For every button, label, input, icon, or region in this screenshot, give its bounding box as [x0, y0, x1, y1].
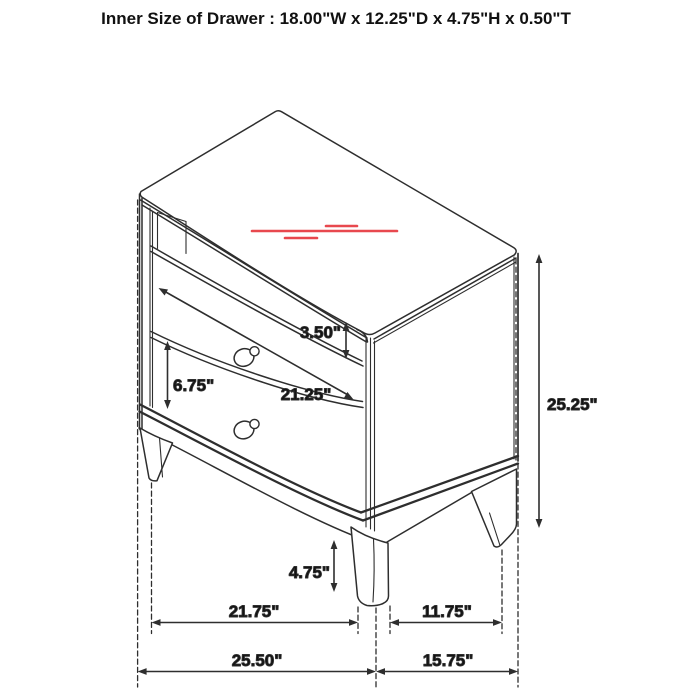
- dim-overall-height: [536, 254, 598, 528]
- dim-label-overall-height: 25.25": [547, 395, 598, 414]
- drawer-2-knob-icon: [232, 419, 259, 442]
- dim-front-leg-span: [152, 602, 359, 626]
- dim-bottom-drawer-height: [164, 341, 214, 409]
- dim-label-bottom-drawer: 6.75": [173, 376, 215, 395]
- dim-label-overall-depth: 15.75": [422, 651, 474, 670]
- dim-label-shelf-opening: 3.50": [299, 323, 341, 342]
- page-title: Inner Size of Drawer : 18.00"W x 12.25"D x 4.75"H x 0.50"T: [101, 9, 571, 28]
- dim-label-drawer-front-width: 21.25": [280, 385, 332, 404]
- dim-overall-depth: [376, 651, 518, 675]
- dim-label-side-leg-span: 11.75": [422, 602, 472, 621]
- nightstand-drawing: [138, 111, 598, 687]
- dim-overall-width: [138, 651, 376, 675]
- dim-leg-height: [289, 540, 338, 592]
- front-right-leg: [351, 527, 389, 606]
- dim-label-leg-height: 4.75": [288, 563, 330, 582]
- dim-side-leg-span: [390, 602, 502, 626]
- drawer-1-knob-icon: [232, 346, 259, 369]
- dim-label-overall-width: 25.50": [231, 651, 283, 670]
- dim-label-front-leg-span: 21.75": [228, 602, 280, 621]
- front-left-leg: [140, 428, 173, 481]
- back-right-leg: [472, 469, 517, 547]
